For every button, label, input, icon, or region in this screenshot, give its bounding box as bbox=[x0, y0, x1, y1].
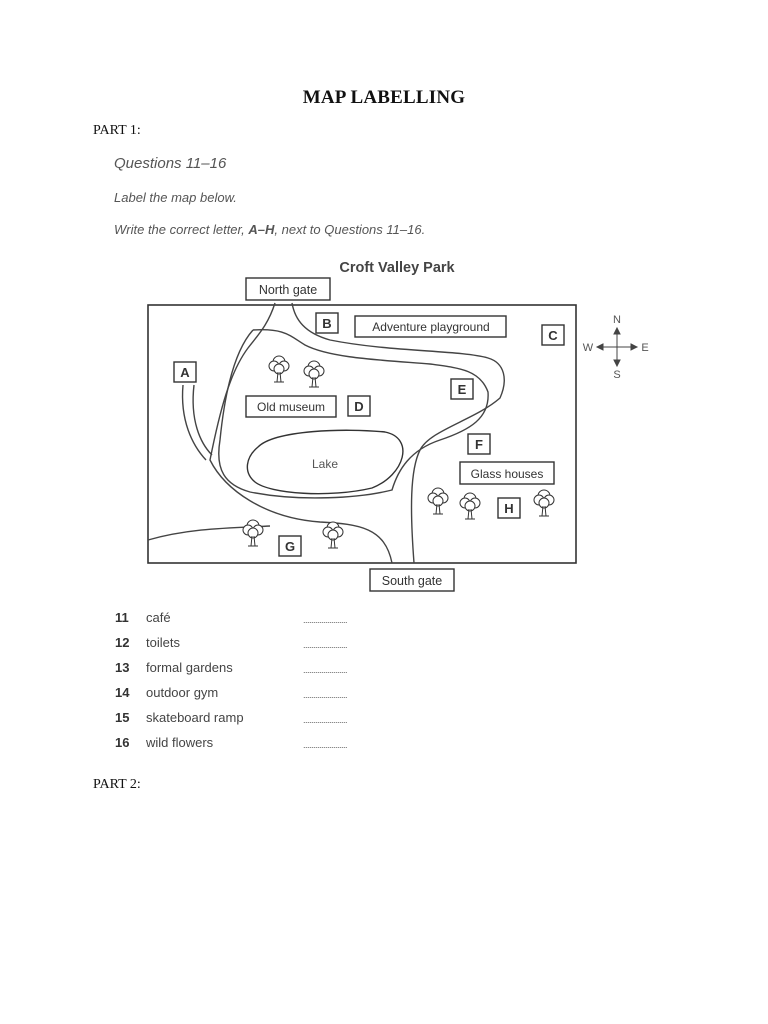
question-text: outdoor gym bbox=[146, 685, 219, 700]
part-2-label: PART 2: bbox=[93, 777, 141, 792]
letter-e: E bbox=[457, 382, 467, 397]
question-number: 15 bbox=[115, 710, 130, 725]
question-number: 11 bbox=[115, 610, 129, 625]
compass-icon bbox=[597, 328, 637, 366]
park-boundary bbox=[148, 305, 576, 563]
question-text: toilets bbox=[146, 635, 180, 650]
letter-d: D bbox=[354, 399, 364, 414]
instruction-label-map: Label the map below. bbox=[114, 190, 237, 205]
question-row bbox=[0, 710, 768, 732]
north-gate-label: North gate bbox=[258, 283, 318, 297]
tree-icon bbox=[269, 356, 289, 382]
letter-b: B bbox=[322, 316, 332, 331]
tree-icon bbox=[428, 488, 448, 514]
answer-blank[interactable]: ...................... bbox=[303, 690, 348, 700]
letter-c: C bbox=[548, 328, 558, 343]
instruction-letter-range: A–H bbox=[248, 222, 275, 237]
tree-icon bbox=[460, 493, 480, 519]
answer-blank[interactable]: ...................... bbox=[303, 715, 348, 725]
glass-houses-label: Glass houses bbox=[470, 467, 544, 481]
tree-icon bbox=[304, 361, 324, 387]
letter-a: A bbox=[180, 365, 190, 380]
tree-icon bbox=[534, 490, 554, 516]
question-number: 13 bbox=[115, 660, 130, 675]
tree-icon bbox=[323, 522, 343, 548]
question-text: wild flowers bbox=[146, 735, 214, 750]
instruction-write-letter bbox=[114, 222, 425, 237]
part-1-label: PART 1: bbox=[93, 123, 141, 138]
adventure-playground-label: Adventure playground bbox=[372, 320, 490, 334]
letter-g: G bbox=[284, 539, 296, 554]
letter-f: F bbox=[475, 437, 483, 452]
question-text: formal gardens bbox=[146, 660, 233, 675]
question-row bbox=[0, 660, 768, 682]
instruction-text-start: Write the correct letter, bbox=[114, 222, 249, 237]
question-number: 16 bbox=[115, 735, 130, 750]
answer-blank[interactable]: ...................... bbox=[303, 740, 348, 750]
letter-h: H bbox=[504, 501, 514, 516]
compass-south: S bbox=[613, 369, 621, 381]
answer-blank[interactable]: ...................... bbox=[303, 665, 348, 675]
answer-blank[interactable]: ...................... bbox=[303, 615, 348, 625]
question-row bbox=[0, 735, 768, 757]
question-row bbox=[0, 635, 768, 657]
instruction-text-end: , next to Questions 11–16. bbox=[274, 222, 426, 237]
question-text: skateboard ramp bbox=[146, 710, 244, 725]
question-text: café bbox=[146, 610, 171, 625]
compass-east: E bbox=[641, 342, 649, 354]
answer-blank[interactable]: ...................... bbox=[303, 640, 348, 650]
question-row bbox=[0, 610, 768, 632]
compass-north: N bbox=[613, 314, 621, 326]
tree-icon bbox=[243, 520, 263, 546]
compass-west: W bbox=[582, 342, 594, 354]
questions-heading: Questions 11–16 bbox=[114, 155, 227, 172]
park-paths bbox=[148, 303, 504, 563]
old-museum-label: Old museum bbox=[256, 400, 326, 414]
south-gate-label: South gate bbox=[381, 574, 443, 588]
question-number: 12 bbox=[115, 635, 130, 650]
park-map bbox=[0, 250, 768, 600]
question-row bbox=[0, 685, 768, 707]
lake-label: Lake bbox=[311, 457, 339, 471]
map-title: Croft Valley Park bbox=[339, 260, 455, 276]
page-title: MAP LABELLING bbox=[302, 87, 466, 108]
question-number: 14 bbox=[115, 685, 130, 700]
